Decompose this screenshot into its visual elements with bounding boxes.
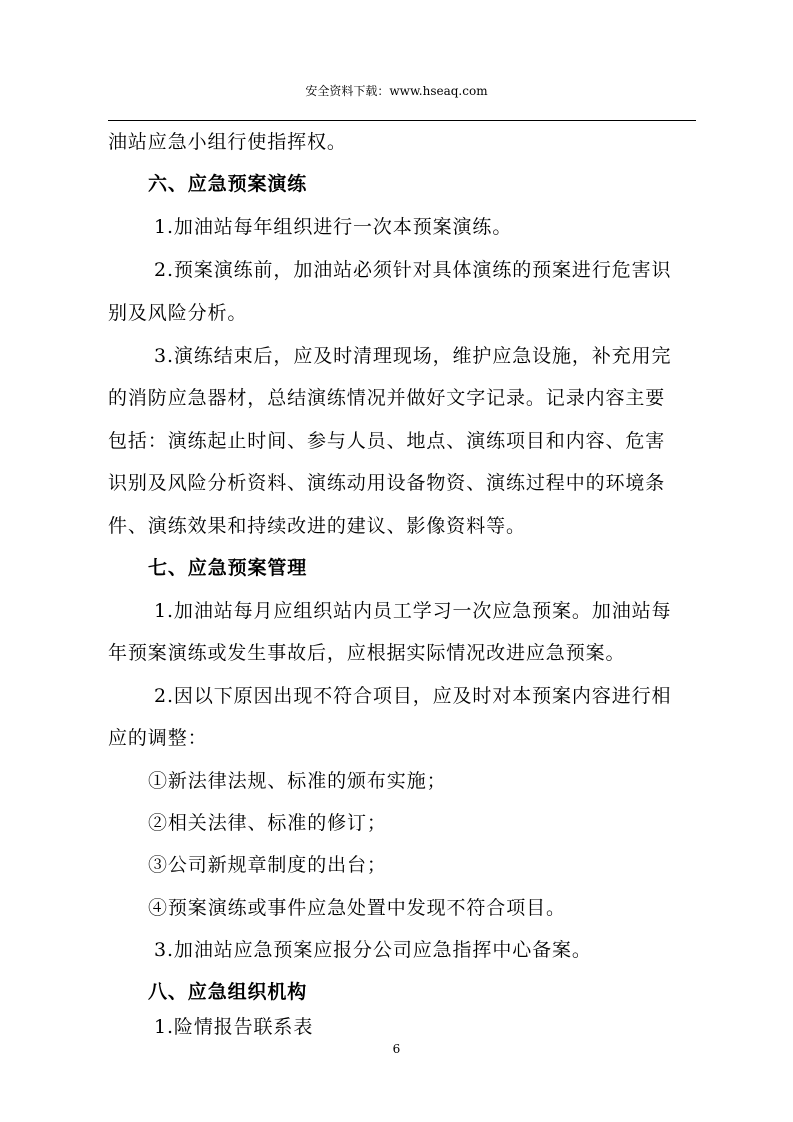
drill-item-3-line-5: 件、演练效果和持续改进的建议、影像资料等。: [108, 515, 526, 537]
management-item-1-line-1: 1.加油站每月应组织站内员工学习一次应急预案。加油站每: [154, 600, 672, 622]
drill-item-2-line-1: 2.预案演练前，加油站必须针对具体演练的预案进行危害识: [154, 259, 672, 281]
management-item-2-line-2: 应的调整：: [108, 727, 208, 749]
management-item-3: 3.加油站应急预案应报分公司应急指挥中心备案。: [154, 939, 592, 961]
header-rule: [108, 120, 696, 121]
body-line-continuation: 油站应急小组行使指挥权。: [108, 131, 347, 153]
page-header: 安全资料下载：www.hseaq.com: [305, 84, 488, 98]
drill-item-3-line-2: 的消防应急器材，总结演练情况并做好文字记录。记录内容主要: [108, 387, 666, 409]
drill-item-3-line-4: 识别及风险分析资料、演练动用设备物资、演练过程中的环境条: [108, 472, 666, 494]
adjustment-reason-4: ④预案演练或事件应急处置中发现不符合项目。: [148, 897, 566, 919]
drill-item-2-line-2: 别及风险分析。: [108, 302, 248, 324]
adjustment-reason-1: ①新法律法规、标准的颁布实施；: [148, 770, 447, 792]
section-heading-organization: 八、应急组织机构: [148, 981, 308, 1003]
organization-item-1: 1.险情报告联系表: [154, 1016, 314, 1038]
drill-item-3-line-1: 3.演练结束后，应及时清理现场，维护应急设施，补充用完: [154, 345, 672, 367]
drill-item-1: 1.加油站每年组织进行一次本预案演练。: [154, 216, 513, 238]
management-item-1-line-2: 年预案演练或发生事故后，应根据实际情况改进应急预案。: [108, 642, 626, 664]
section-heading-management: 七、应急预案管理: [148, 557, 308, 579]
adjustment-reason-3: ③公司新规章制度的出台；: [148, 854, 387, 876]
management-item-2-line-1: 2.因以下原因出现不符合项目，应及时对本预案内容进行相: [154, 685, 672, 707]
page-number: 6: [392, 1042, 401, 1056]
adjustment-reason-2: ②相关法律、标准的修订；: [148, 812, 387, 834]
drill-item-3-line-3: 包括：演练起止时间、参与人员、地点、演练项目和内容、危害: [108, 430, 666, 452]
section-heading-drill: 六、应急预案演练: [148, 173, 308, 195]
